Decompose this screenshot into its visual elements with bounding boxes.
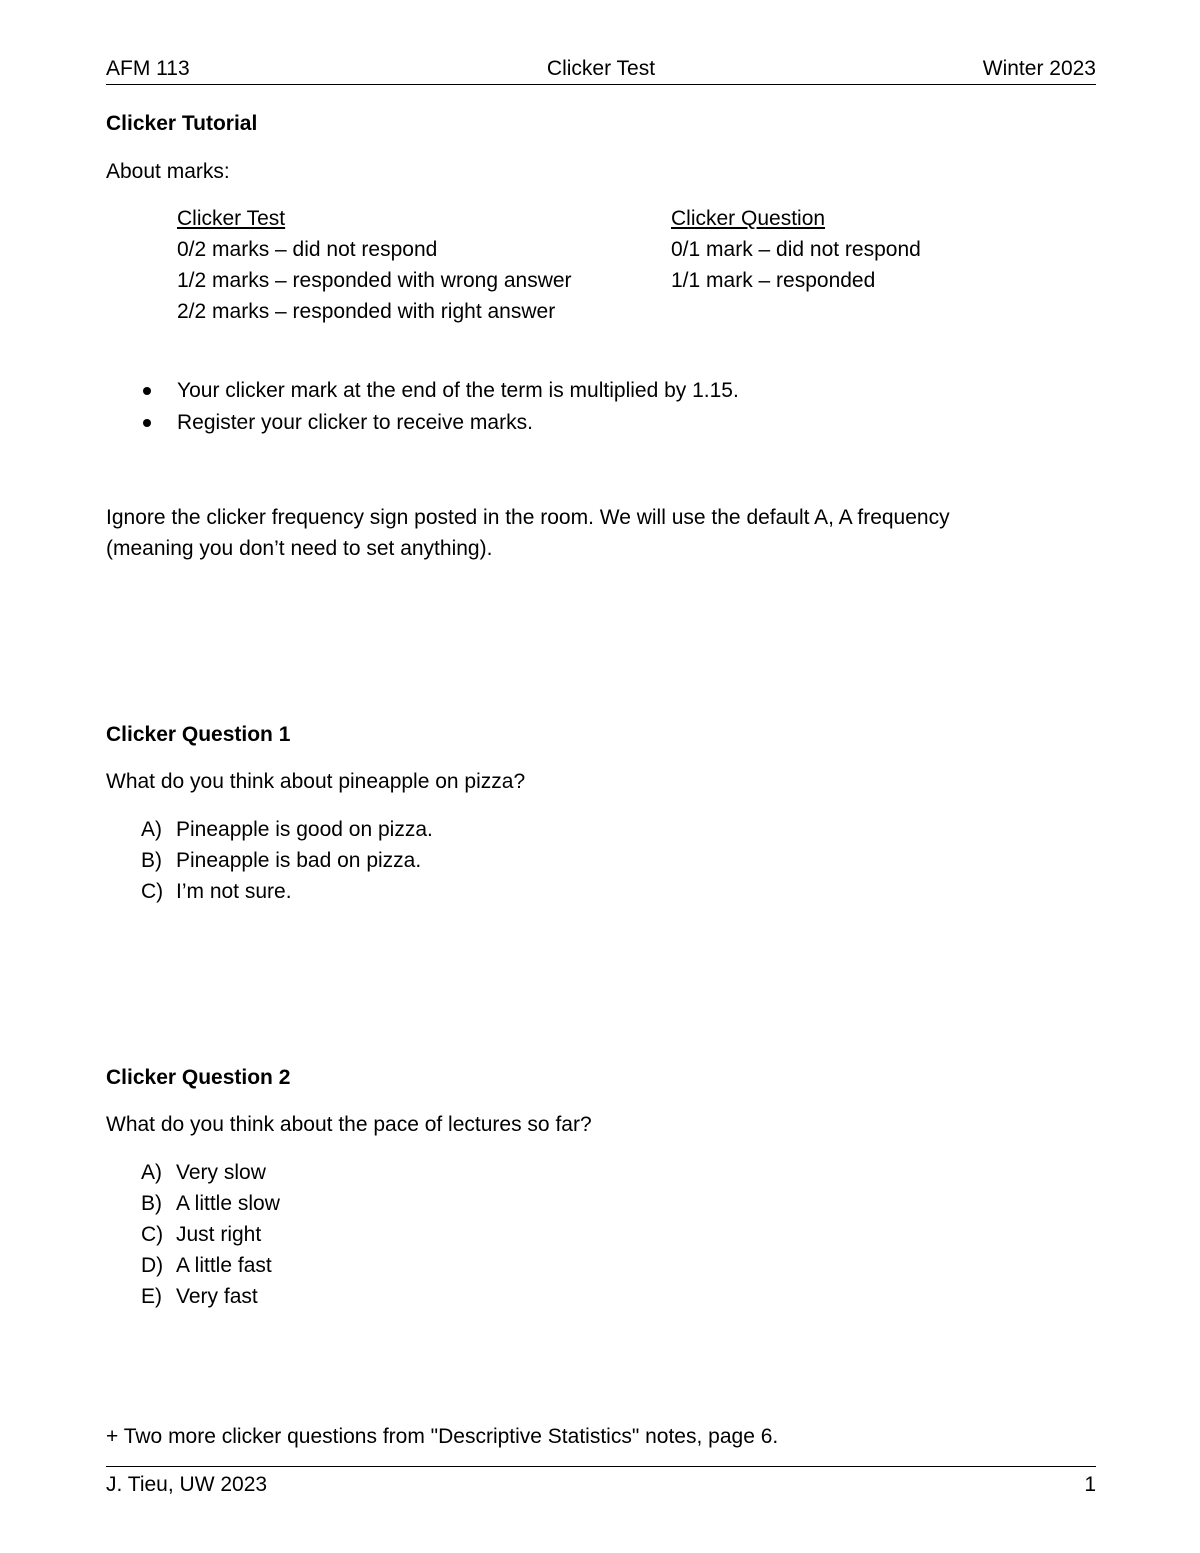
page-header xyxy=(106,54,1096,85)
closing-note: + Two more clicker questions from "Descriptive Statistics" notes, page 6. xyxy=(106,1425,779,1448)
bullet-text: Your clicker mark at the end of the term is multiplied by 1.15. xyxy=(177,379,739,402)
header-course: AFM 113 xyxy=(106,57,190,80)
option-letter: D) xyxy=(141,1254,164,1277)
bullet-text: Register your clicker to receive marks. xyxy=(177,411,533,434)
page-number: 1 xyxy=(1084,1473,1096,1496)
option-text: Pineapple is bad on pizza. xyxy=(176,849,422,872)
option-letter: C) xyxy=(141,880,164,903)
question-1-prompt: What do you think about pineapple on pizza? xyxy=(106,770,526,793)
question-2-prompt: What do you think about the pace of lectures so far? xyxy=(106,1113,592,1136)
tutorial-heading: Clicker Tutorial xyxy=(106,112,258,135)
option-text: I’m not sure. xyxy=(176,880,292,903)
option-text: Pineapple is good on pizza. xyxy=(176,818,433,841)
page-footer xyxy=(106,1466,1096,1503)
option-letter: A) xyxy=(141,1161,162,1184)
option-letter: B) xyxy=(141,849,162,872)
question-2-heading: Clicker Question 2 xyxy=(106,1066,291,1089)
option-text: Just right xyxy=(176,1223,262,1246)
option-text: A little slow xyxy=(176,1192,280,1215)
clicker-test-line: 0/2 marks – did not respond xyxy=(177,238,438,261)
clicker-question-line: 1/1 mark – responded xyxy=(671,269,876,292)
clicker-test-title: Clicker Test xyxy=(177,207,286,230)
bullet-icon xyxy=(143,387,151,395)
option-letter: C) xyxy=(141,1223,164,1246)
clicker-test-line: 1/2 marks – responded with wrong answer xyxy=(177,269,572,292)
clicker-question-line: 0/1 mark – did not respond xyxy=(671,238,921,261)
option-letter: B) xyxy=(141,1192,162,1215)
option-letter: A) xyxy=(141,818,162,841)
frequency-note-line: (meaning you don’t need to set anything). xyxy=(106,537,493,560)
question-1-heading: Clicker Question 1 xyxy=(106,723,291,746)
clicker-question-title: Clicker Question xyxy=(671,207,826,230)
option-text: Very fast xyxy=(176,1285,258,1308)
header-title: Clicker Test xyxy=(546,57,656,80)
clicker-test-line: 2/2 marks – responded with right answer xyxy=(177,300,556,323)
about-marks-label: About marks: xyxy=(106,160,230,183)
option-text: A little fast xyxy=(176,1254,272,1277)
option-letter: E) xyxy=(141,1285,162,1308)
bullet-icon xyxy=(143,419,151,427)
frequency-note-line: Ignore the clicker frequency sign posted in the room. We will use the default A, A frequency xyxy=(106,506,950,529)
option-text: Very slow xyxy=(176,1161,266,1184)
header-term: Winter 2023 xyxy=(982,57,1096,80)
footer-author: J. Tieu, UW 2023 xyxy=(106,1473,268,1496)
